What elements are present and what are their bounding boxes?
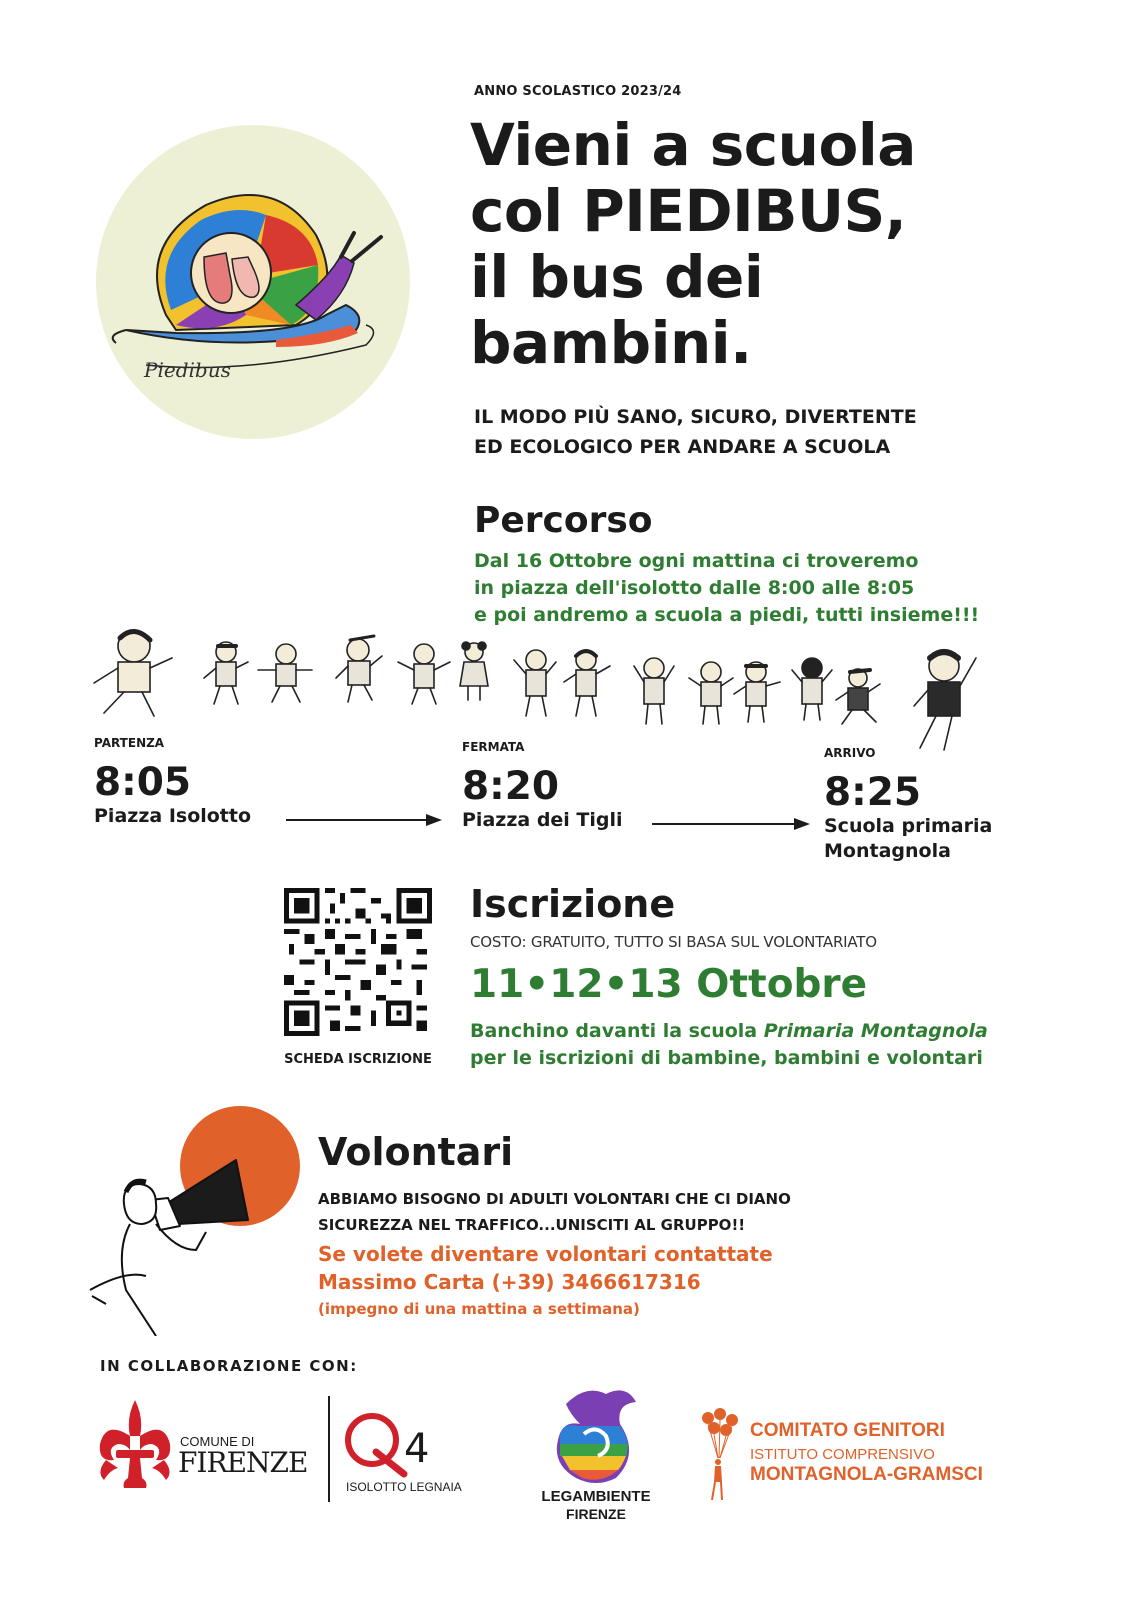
- iscrizione-text-prefix: Banchino davanti la scuola: [470, 1020, 764, 1042]
- arrow-1: [286, 814, 442, 826]
- collaboration-label: IN COLLABORAZIONE CON:: [100, 1357, 358, 1375]
- percorso-text-line: Dal 16 Ottobre ogni mattina ci troveremo: [474, 550, 919, 572]
- stop-label-end: ARRIVO: [824, 746, 876, 760]
- volontari-text-line: SICUREZZA NEL TRAFFICO...UNISCITI AL GRUPPO!!: [318, 1216, 746, 1234]
- headline-line: bambini.: [470, 309, 752, 377]
- comune-line2: FIRENZE: [178, 1446, 308, 1479]
- headline-line: col PIEDIBUS,: [470, 177, 907, 245]
- headline-line: il bus dei: [470, 243, 764, 311]
- comitato-line2: ISTITUTO COMPRENSIVO: [750, 1446, 935, 1463]
- volontari-contact-line: Se volete diventare volontari contattate: [318, 1242, 773, 1266]
- q4-number: 4: [404, 1426, 430, 1472]
- stop-place-stop: Piazza dei Tigli: [462, 809, 623, 831]
- legambiente-line2: FIRENZE: [566, 1506, 626, 1522]
- percorso-text-line: in piazza dell'isolotto dalle 8:00 alle 8:05: [474, 577, 915, 599]
- stop-label-stop: FERMATA: [462, 740, 525, 754]
- logo-divider: [328, 1396, 330, 1502]
- comune-firenze-logo: [96, 1400, 316, 1500]
- qr-code[interactable]: [284, 888, 432, 1036]
- percorso-text: [474, 548, 1074, 629]
- iscrizione-dates: 11•12•13 Ottobre: [470, 962, 868, 1007]
- volontari-text: [318, 1186, 791, 1238]
- q-letter-icon: [340, 1410, 410, 1480]
- subheadline: [474, 402, 917, 462]
- q4-logo: [340, 1410, 490, 1500]
- school-year: ANNO SCOLASTICO 2023/24: [474, 84, 682, 99]
- megaphone-illustration: [86, 1100, 306, 1336]
- swan-rainbow-icon: [546, 1384, 646, 1484]
- volontari-text-line: ABBIAMO BISOGNO DI ADULTI VOLONTARI CHE CI DIANO: [318, 1190, 791, 1208]
- headline-line: Vieni a scuola: [470, 111, 916, 179]
- percorso-title: Percorso: [474, 500, 653, 541]
- qr-caption: SCHEDA ISCRIZIONE: [284, 1052, 432, 1067]
- stop-place-line: Scuola primaria: [824, 815, 993, 837]
- q4-caption: ISOLOTTO LEGNAIA: [346, 1480, 462, 1494]
- legambiente-line1: LEGAMBIENTE: [541, 1488, 651, 1505]
- volontari-note: (impegno di una mattina a settimana): [318, 1300, 640, 1318]
- comune-line1: COMUNE DI: [180, 1434, 255, 1449]
- stop-time-stop: 8:20: [462, 764, 560, 809]
- percorso-text-line: e poi andremo a scuola a piedi, tutti insieme!!!: [474, 604, 980, 626]
- volontari-contact: [318, 1240, 773, 1322]
- arrow-2: [652, 818, 810, 830]
- piedibus-logo: [96, 125, 410, 439]
- stop-place-line: Montagnola: [824, 840, 951, 862]
- iscrizione-text-line: per le iscrizioni di bambine, bambini e volontari: [470, 1047, 983, 1069]
- headline: [470, 112, 990, 376]
- iscrizione-text: [470, 1018, 988, 1072]
- comitato-genitori-logo: [698, 1408, 1038, 1504]
- iscrizione-title: Iscrizione: [470, 882, 676, 926]
- stop-time-start: 8:05: [94, 760, 192, 805]
- volontari-title: Volontari: [318, 1130, 514, 1174]
- comitato-line1: COMITATO GENITORI: [750, 1420, 945, 1441]
- stop-label-start: PARTENZA: [94, 736, 165, 750]
- stop-time-end: 8:25: [824, 770, 922, 815]
- stop-place-start: Piazza Isolotto: [94, 805, 252, 827]
- legambiente-logo: [534, 1384, 658, 1524]
- balloons-icon: [698, 1408, 742, 1502]
- comitato-line3: MONTAGNOLA-GRAMSCI: [750, 1464, 983, 1485]
- stop-place-end: [824, 814, 992, 864]
- children-illustration: [84, 628, 1004, 762]
- fleur-de-lis-icon: [96, 1400, 174, 1490]
- iscrizione-text-italic: Primaria Montagnola: [763, 1020, 988, 1042]
- subheadline-line: IL MODO PIÙ SANO, SICURO, DIVERTENTE: [474, 406, 917, 428]
- snail-illustration: [96, 125, 410, 439]
- volontari-phone[interactable]: Massimo Carta (+39) 3466617316: [318, 1270, 701, 1294]
- subheadline-line: ED ECOLOGICO PER ANDARE A SCUOLA: [474, 436, 891, 458]
- logo-text: Piedibus: [144, 358, 231, 382]
- iscrizione-cost: COSTO: GRATUITO, TUTTO SI BASA SUL VOLONTARIATO: [470, 933, 877, 951]
